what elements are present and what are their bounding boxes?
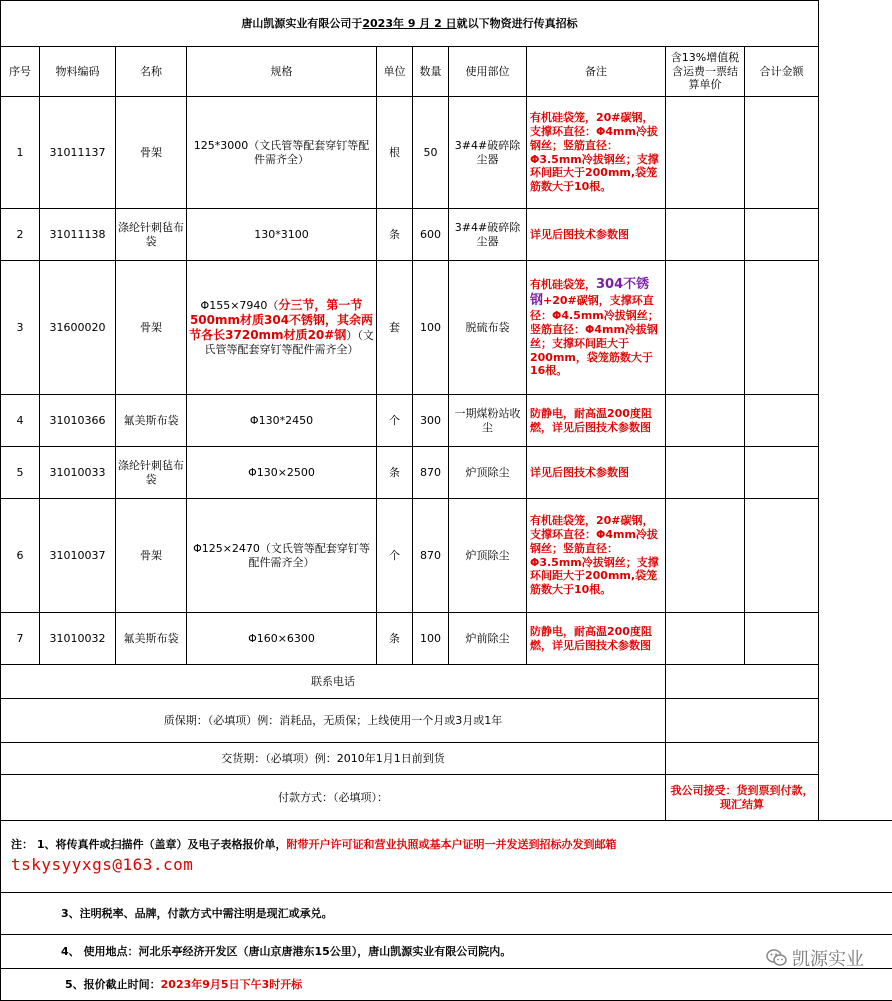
- header-code: 物料编码: [40, 47, 116, 97]
- price-input-cell[interactable]: [666, 395, 745, 447]
- total-input-cell[interactable]: [745, 97, 819, 209]
- table-row: 7 31010032 氟美斯布袋 Φ160×6300 条 100 炉前除尘 防静电，耐高温200度阻燃，详见后图技术参数图: [1, 613, 892, 665]
- total-input-cell[interactable]: [745, 261, 819, 395]
- warranty-text: 质保期：（必填项）例：消耗品，无质保；上线使用一个月或3月或1年: [1, 699, 666, 743]
- header-price: 含13%增值税含运费一票结算单价: [666, 47, 745, 97]
- price-input-cell[interactable]: [666, 499, 745, 613]
- header-total: 合计金额: [745, 47, 819, 97]
- header-spec: 规格: [187, 47, 377, 97]
- total-input-cell[interactable]: [745, 499, 819, 613]
- remark-cell: 防静电，耐高温200度阻燃，详见后图技术参数图: [527, 613, 666, 665]
- header-seq: 序号: [1, 47, 40, 97]
- note-row-5: 5、报价截止时间：2023年9月5日下午3时开标: [1, 969, 892, 1001]
- contact-input-cell[interactable]: [666, 665, 819, 699]
- payment-row: [1, 775, 892, 821]
- table-row: 5 31010033 涤纶针刺毡布袋 Φ130×2500 条 870 炉顶除尘 详见后图技术参数图: [1, 447, 892, 499]
- header-row: [1, 47, 892, 97]
- remark-cell: 有机硅袋笼，20#碳钢，支撑环直径：Φ4mm冷拔钢丝；竖筋直径：Φ3.5mm冷拔钢丝；支撑环间距大于200mm,袋笼筋数大于10根。: [527, 499, 666, 613]
- price-input-cell[interactable]: [666, 97, 745, 209]
- bid-date: 2023年 9 月 2 日: [362, 17, 456, 30]
- contact-row: [1, 665, 892, 699]
- remark-cell: 有机硅袋笼，304不锈钢+20#碳钢，支撑环直径：Φ4.5mm冷拔钢丝；竖筋直径：Φ4mm冷拔钢丝；支撑环间距大于200mm，袋笼筋数大于16根。: [527, 261, 666, 395]
- payment-value: 我公司接受：货到票到付款，现汇结算: [666, 775, 819, 821]
- delivery-input-cell[interactable]: [666, 743, 819, 775]
- page-title: 唐山凯源实业有限公司于2023年 9 月 2 日就以下物资进行传真招标: [1, 1, 819, 47]
- title-row: [1, 1, 892, 47]
- price-input-cell[interactable]: [666, 447, 745, 499]
- table-row: 2 31011138 涤纶针刺毡布袋 130*3100 条 600 3#4#破碎除尘器 详见后图技术参数图: [1, 209, 892, 261]
- table-row: 4 31010366 氟美斯布袋 Φ130*2450 个 300 一期煤粉站收尘 防静电，耐高温200度阻燃，详见后图技术参数图: [1, 395, 892, 447]
- table-row: 1 31011137 骨架 125*3000（文氏管等配套穿钉等配件需齐全） 根 50 3#4#破碎除尘器 有机硅袋笼，20#碳钢，支撑环直径：Φ4mm冷拔钢丝；竖筋直径：Φ3.5mm冷拔钢丝；支撑环间距大于200mm,袋笼筋数大于10根。: [1, 97, 892, 209]
- header-remark: 备注: [527, 47, 666, 97]
- remark-cell: 详见后图技术参数图: [527, 209, 666, 261]
- note-row-3: 3、注明税率、品牌，付款方式中需注明是现汇或承兑。: [1, 893, 892, 935]
- total-input-cell[interactable]: [745, 613, 819, 665]
- total-input-cell[interactable]: [745, 395, 819, 447]
- table-row: 6 31010037 骨架 Φ125×2470（文氏管等配套穿钉等配件需齐全） 个 870 炉顶除尘 有机硅袋笼，20#碳钢，支撑环直径：Φ4mm冷拔钢丝；竖筋直径：Φ3.5mm冷拔钢丝；支撑环间距大于200mm,袋笼筋数大于10根。: [1, 499, 892, 613]
- remark-cell: 详见后图技术参数图: [527, 447, 666, 499]
- delivery-text: 交货期：（必填项）例：2010年1月1日前到货: [1, 743, 666, 775]
- header-qty: 数量: [413, 47, 449, 97]
- watermark: 凯源实业: [766, 945, 864, 971]
- remark-cell: 防静电，耐高温200度阻燃，详见后图技术参数图: [527, 395, 666, 447]
- note-row-4: 4、 使用地点：河北乐亭经济开发区（唐山京唐港东15公里），唐山凯源实业有限公司院内。: [1, 935, 892, 969]
- warranty-input-cell[interactable]: [666, 699, 819, 743]
- contact-label: 联系电话: [1, 665, 666, 699]
- note-row-1: 注： 1、将传真件或扫描件（盖章）及电子表格报价单，附带开户许可证和营业执照或基本户证明一并发送到招标办发到邮箱 tskysyyxgs@163.com: [1, 821, 892, 893]
- payment-label: 付款方式：（必填项）：: [1, 775, 666, 821]
- table-row: 3 31600020 骨架 Φ155×7940（分三节，第一节500mm材质304不锈钢，其余两节各长3720mm材质20#钢）（文氏管等配套穿钉等配件需齐全） 套 100 脱硫布袋 有机硅袋笼，304不锈钢+20#碳钢，支撑环直径：Φ4.5mm冷拔钢丝；竖筋直径：Φ4mm冷拔钢丝；支撑环间距大于200mm，袋笼筋数大于16根。: [1, 261, 892, 395]
- price-input-cell[interactable]: [666, 261, 745, 395]
- total-input-cell[interactable]: [745, 447, 819, 499]
- warranty-row: [1, 699, 892, 743]
- wechat-icon: [766, 948, 788, 968]
- remark-cell: 有机硅袋笼，20#碳钢，支撑环直径：Φ4mm冷拔钢丝；竖筋直径：Φ3.5mm冷拔钢丝；支撑环间距大于200mm,袋笼筋数大于10根。: [527, 97, 666, 209]
- price-input-cell[interactable]: [666, 209, 745, 261]
- price-input-cell[interactable]: [666, 613, 745, 665]
- header-unit: 单位: [377, 47, 413, 97]
- email-address[interactable]: tskysyyxgs@163.com: [11, 855, 890, 875]
- header-name: 名称: [116, 47, 187, 97]
- delivery-row: [1, 743, 892, 775]
- header-dept: 使用部位: [449, 47, 527, 97]
- total-input-cell[interactable]: [745, 209, 819, 261]
